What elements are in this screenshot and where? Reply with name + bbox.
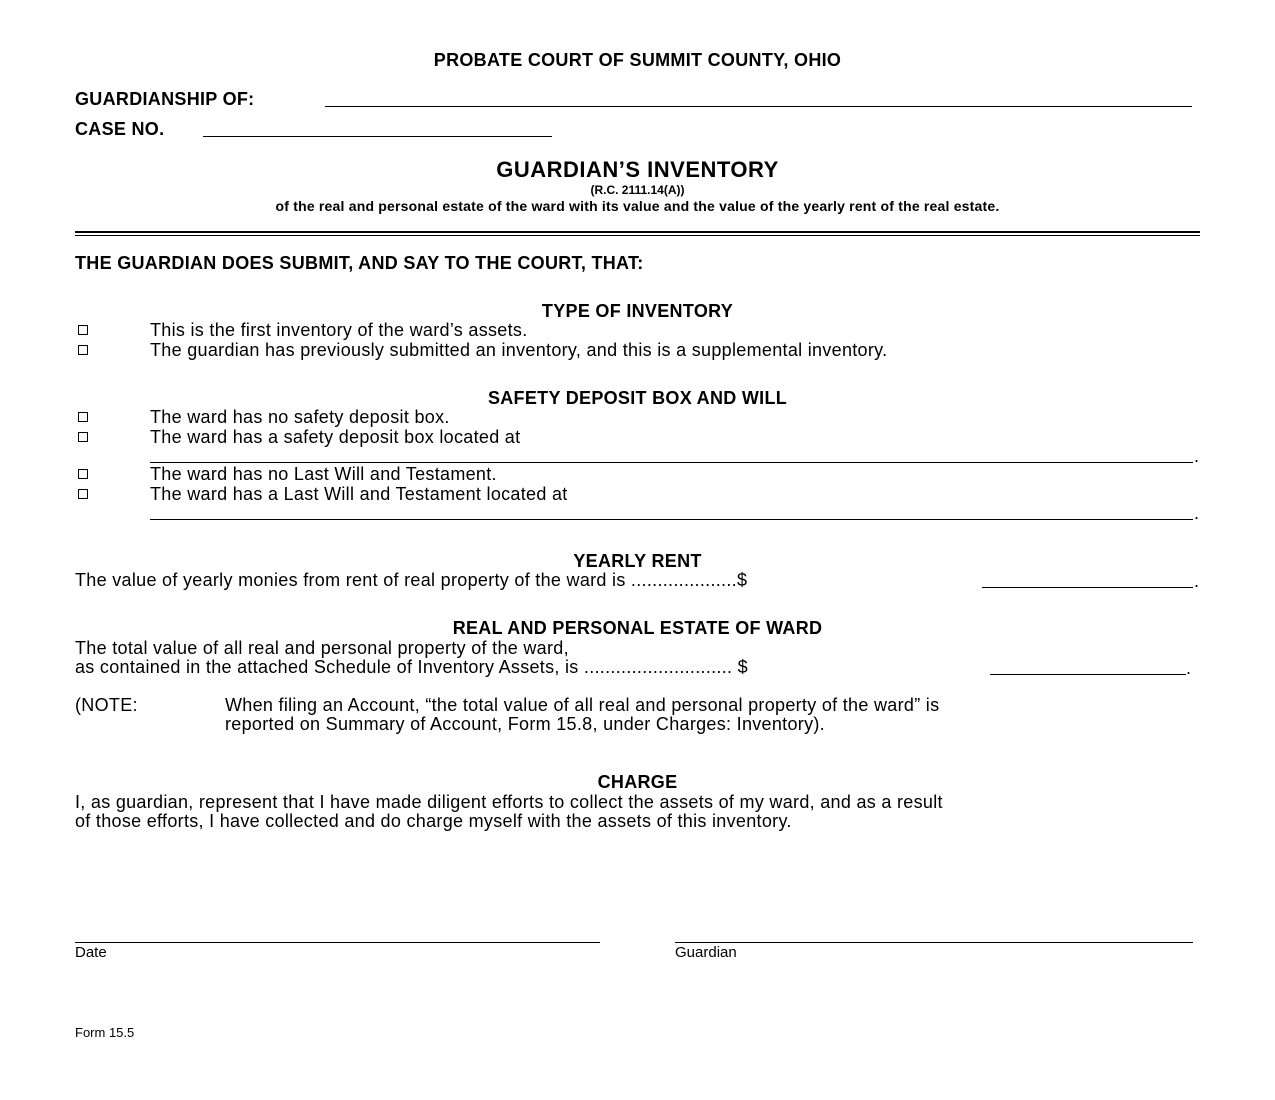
- form-number: Form 15.5: [75, 1025, 135, 1040]
- charge-line-1: I, as guardian, represent that I have made diligent efforts to collect the assets of my ward, and as a result: [75, 792, 943, 812]
- guardian-label: Guardian: [675, 944, 737, 961]
- divider-top: [75, 231, 1200, 233]
- case-no-field[interactable]: [203, 136, 552, 137]
- note-label: (NOTE:: [75, 695, 138, 715]
- intro-statement: THE GUARDIAN DOES SUBMIT, AND SAY TO THE COURT, THAT:: [75, 253, 644, 273]
- checkbox-no-safety-box[interactable]: [78, 412, 88, 422]
- guardianship-field[interactable]: [325, 106, 1192, 107]
- option-supplemental-inventory: The guardian has previously submitted an inventory, and this is a supplemental inventory.: [150, 340, 888, 360]
- date-label: Date: [75, 944, 107, 961]
- will-line-end: .: [1194, 503, 1200, 523]
- estate-line-1: The total value of all real and personal property of the ward,: [75, 638, 569, 658]
- checkbox-safety-box[interactable]: [78, 432, 88, 442]
- estate-end: .: [1186, 658, 1192, 678]
- court-name: PROBATE COURT OF SUMMIT COUNTY, OHIO: [433, 50, 842, 70]
- divider-bottom: [75, 235, 1200, 236]
- guardian-signature-line[interactable]: [675, 942, 1193, 943]
- section-heading-rent: YEARLY RENT: [573, 551, 702, 571]
- charge-line-2: of those efforts, I have collected and do charge myself with the assets of this inventory.: [75, 811, 792, 831]
- checkbox-first-inventory[interactable]: [78, 325, 88, 335]
- option-will: The ward has a Last Will and Testament located at: [150, 484, 568, 504]
- form-title: GUARDIAN’S INVENTORY: [496, 157, 779, 182]
- yearly-rent-amount-field[interactable]: [982, 587, 1193, 588]
- checkbox-will[interactable]: [78, 489, 88, 499]
- note-line-1: When filing an Account, “the total value of all real and personal property of the ward” is: [225, 695, 940, 715]
- guardianship-label: GUARDIANSHIP OF:: [75, 89, 255, 109]
- case-no-label: CASE NO.: [75, 119, 165, 139]
- date-signature-line[interactable]: [75, 942, 600, 943]
- note-line-2: reported on Summary of Account, Form 15.8, under Charges: Inventory).: [225, 714, 825, 734]
- checkbox-supplemental-inventory[interactable]: [78, 345, 88, 355]
- yearly-rent-text: The value of yearly monies from rent of real property of the ward is ....................$: [75, 570, 748, 590]
- yearly-rent-end: .: [1194, 571, 1200, 591]
- option-no-safety-box: The ward has no safety deposit box.: [150, 407, 450, 427]
- option-safety-box: The ward has a safety deposit box located at: [150, 427, 521, 447]
- option-first-inventory: This is the first inventory of the ward’s assets.: [150, 320, 528, 340]
- section-heading-estate: REAL AND PERSONAL ESTATE OF WARD: [452, 618, 823, 638]
- section-heading-safety: SAFETY DEPOSIT BOX AND WILL: [487, 388, 788, 408]
- estate-line-2: as contained in the attached Schedule of Inventory Assets, is ............................ $: [75, 657, 748, 677]
- safety-box-line-end: .: [1194, 446, 1200, 466]
- statute-reference: (R.C. 2111.14(A)): [590, 183, 685, 197]
- section-heading-charge: CHARGE: [597, 772, 678, 792]
- checkbox-no-will[interactable]: [78, 469, 88, 479]
- section-heading-type: TYPE OF INVENTORY: [541, 301, 734, 321]
- will-location-field[interactable]: [150, 519, 1193, 520]
- safety-box-location-field[interactable]: [150, 462, 1193, 463]
- estate-total-field[interactable]: [990, 674, 1186, 675]
- option-no-will: The ward has no Last Will and Testament.: [150, 464, 497, 484]
- form-subtitle: of the real and personal estate of the ward with its value and the value of the yearly rent of the real estate.: [275, 198, 1000, 214]
